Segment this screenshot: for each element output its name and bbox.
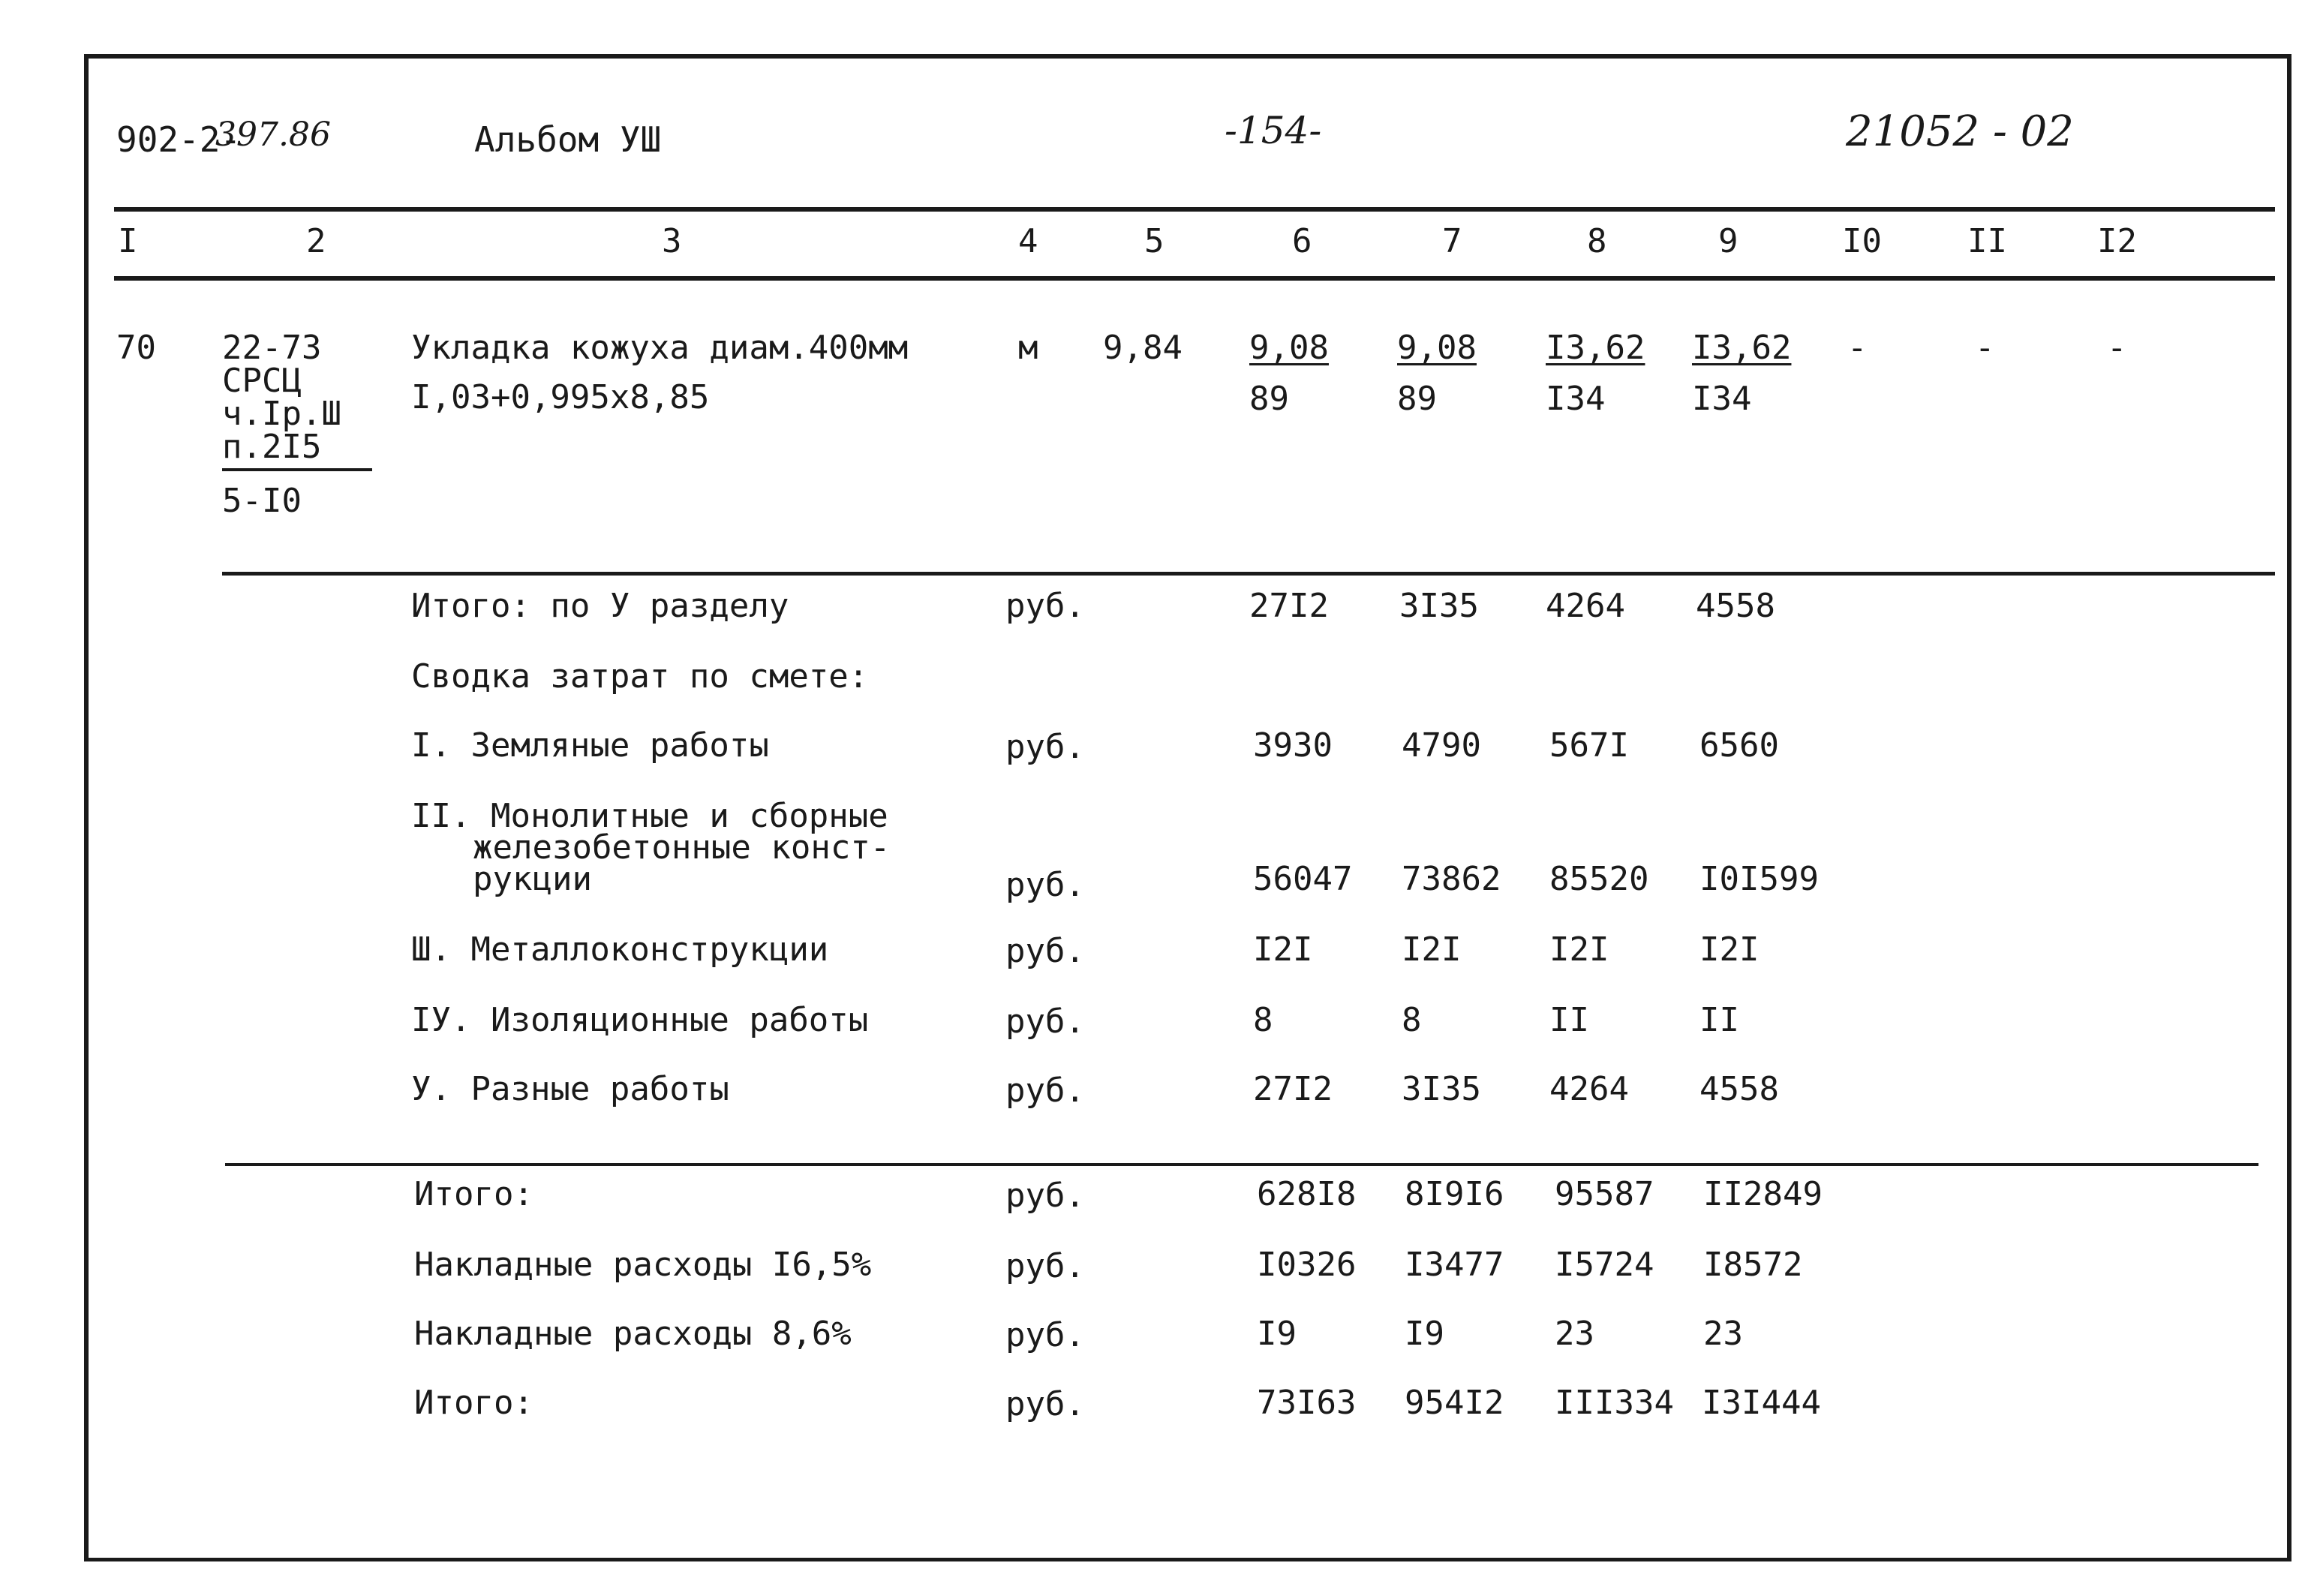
summary-row-label: IУ. Изоляционные работы — [411, 1001, 869, 1039]
summary-row-unit: руб. — [1005, 728, 1085, 766]
column-number-2: 2 — [306, 222, 326, 260]
item-price-7: 9,08 — [1397, 329, 1477, 367]
column-number-12: I2 — [2097, 222, 2137, 260]
column-number-5: 5 — [1144, 222, 1165, 260]
total-row-value: I3I444 — [1702, 1384, 1821, 1422]
item-formula: I,03+0,995х8,85 — [411, 378, 710, 416]
total-row-value: III334 — [1555, 1384, 1674, 1422]
item-price-8: I3,62 — [1546, 329, 1645, 367]
summary-row-unit: руб. — [1005, 932, 1085, 970]
total-row-value: 954I2 — [1405, 1384, 1504, 1422]
doc-code-handwritten: 397.86 — [215, 116, 331, 154]
total-row-value: II2849 — [1703, 1175, 1823, 1213]
item-code-line: п.2I5 — [222, 428, 322, 466]
section-total-value: 4264 — [1546, 587, 1625, 625]
summary-row-label: железобетонные конст- — [473, 828, 891, 867]
totals-rule — [225, 1163, 2258, 1166]
reference-number: 21052 - 02 — [1846, 107, 2074, 156]
column-number-6: 6 — [1292, 222, 1312, 260]
item-cost-9: I34 — [1692, 380, 1752, 418]
summary-row-label: рукции — [473, 860, 592, 898]
item-number: 70 — [116, 329, 156, 367]
total-row-label: Накладные расходы I6,5% — [414, 1246, 872, 1284]
column-number-11: II — [1967, 222, 2007, 260]
item-name: Укладка кожуха диам.400мм — [411, 329, 909, 367]
summary-title: Сводка затрат по смете: — [411, 657, 869, 696]
item-quantity: 9,84 — [1103, 329, 1183, 367]
total-row-value: I5724 — [1555, 1246, 1654, 1284]
item-code-underline — [222, 468, 372, 471]
item-code-line: СРСЦ — [222, 362, 302, 400]
summary-row-value: 73862 — [1402, 860, 1501, 898]
summary-row-value: I2I — [1549, 930, 1609, 969]
album-title: Альбом УШ — [474, 119, 662, 160]
item-cost-6: 89 — [1249, 380, 1289, 418]
summary-row-label: Ш. Металлоконструкции — [411, 930, 829, 969]
summary-row-label: У. Разные работы — [411, 1070, 729, 1108]
total-row-value: 628I8 — [1257, 1175, 1357, 1213]
section-rule — [222, 572, 2275, 576]
column-number-4: 4 — [1018, 222, 1038, 260]
total-row-value: I9 — [1405, 1315, 1444, 1353]
summary-row-value: 4558 — [1699, 1070, 1779, 1108]
item-value-11: - — [1975, 329, 1995, 367]
column-number-1: I — [118, 222, 138, 260]
section-total-value: 3I35 — [1399, 587, 1479, 625]
item-code-line: 22-73 — [222, 329, 322, 367]
total-row-value: 8I9I6 — [1405, 1175, 1504, 1213]
item-unit: м — [1018, 329, 1038, 367]
item-code-line: ч.Iр.Ш — [222, 395, 341, 433]
summary-row-value: 3930 — [1253, 726, 1333, 765]
item-cost-7: 89 — [1397, 380, 1437, 418]
section-total-value: 4558 — [1696, 587, 1775, 625]
total-row-value: 23 — [1703, 1315, 1743, 1353]
summary-row-value: I0I599 — [1699, 860, 1819, 898]
total-row-unit: руб. — [1005, 1247, 1085, 1285]
summary-row-value: I2I — [1699, 930, 1760, 969]
summary-row-label: II. Монолитные и сборные — [411, 797, 888, 835]
summary-row-value: II — [1699, 1001, 1739, 1039]
summary-row-value: 4790 — [1402, 726, 1481, 765]
item-price-6: 9,08 — [1249, 329, 1329, 367]
summary-row-value: 6560 — [1699, 726, 1779, 765]
total-row-unit: руб. — [1005, 1177, 1085, 1215]
section-total-unit: руб. — [1005, 587, 1085, 625]
summary-row-value: 4264 — [1549, 1070, 1629, 1108]
header-rule-bottom — [114, 276, 2275, 281]
column-number-10: I0 — [1842, 222, 1882, 260]
doc-code-prefix: 902-2- — [116, 119, 242, 160]
total-row-label: Накладные расходы 8,6% — [414, 1315, 852, 1353]
summary-row-label: I. Земляные работы — [411, 726, 769, 765]
column-number-7: 7 — [1442, 222, 1462, 260]
summary-row-value: 8 — [1253, 1001, 1273, 1039]
column-number-8: 8 — [1587, 222, 1607, 260]
total-row-value: I8572 — [1703, 1246, 1803, 1284]
header-rule-top — [114, 207, 2275, 212]
item-value-12: - — [2107, 329, 2127, 367]
summary-row-unit: руб. — [1005, 866, 1085, 904]
summary-row-value: I2I — [1402, 930, 1462, 969]
summary-row-value: 27I2 — [1253, 1070, 1333, 1108]
total-row-value: I9 — [1257, 1315, 1297, 1353]
total-row-unit: руб. — [1005, 1385, 1085, 1423]
summary-row-value: 567I — [1549, 726, 1629, 765]
summary-row-value: I2I — [1253, 930, 1313, 969]
summary-row-value: II — [1549, 1001, 1589, 1039]
item-cost-8: I34 — [1546, 380, 1606, 418]
summary-row-value: 8 — [1402, 1001, 1422, 1039]
item-price-9: I3,62 — [1692, 329, 1792, 367]
column-number-3: 3 — [662, 222, 682, 260]
column-number-9: 9 — [1718, 222, 1739, 260]
item-value-10: - — [1847, 329, 1868, 367]
section-total-value: 27I2 — [1249, 587, 1329, 625]
item-code-line: 5-I0 — [222, 482, 302, 520]
summary-row-unit: руб. — [1005, 1002, 1085, 1041]
total-row-label: Итого: — [414, 1175, 533, 1213]
summary-row-value: 85520 — [1549, 860, 1649, 898]
total-row-value: 23 — [1555, 1315, 1594, 1353]
total-row-unit: руб. — [1005, 1316, 1085, 1354]
summary-row-value: 3I35 — [1402, 1070, 1481, 1108]
section-total-label: Итого: по У разделу — [411, 587, 789, 625]
total-row-value: 95587 — [1555, 1175, 1654, 1213]
total-row-label: Итого: — [414, 1384, 533, 1422]
total-row-value: 73I63 — [1257, 1384, 1357, 1422]
summary-row-value: 56047 — [1253, 860, 1353, 898]
summary-row-unit: руб. — [1005, 1072, 1085, 1110]
page-number: -154- — [1225, 109, 1322, 152]
total-row-value: I0326 — [1257, 1246, 1357, 1284]
total-row-value: I3477 — [1405, 1246, 1504, 1284]
